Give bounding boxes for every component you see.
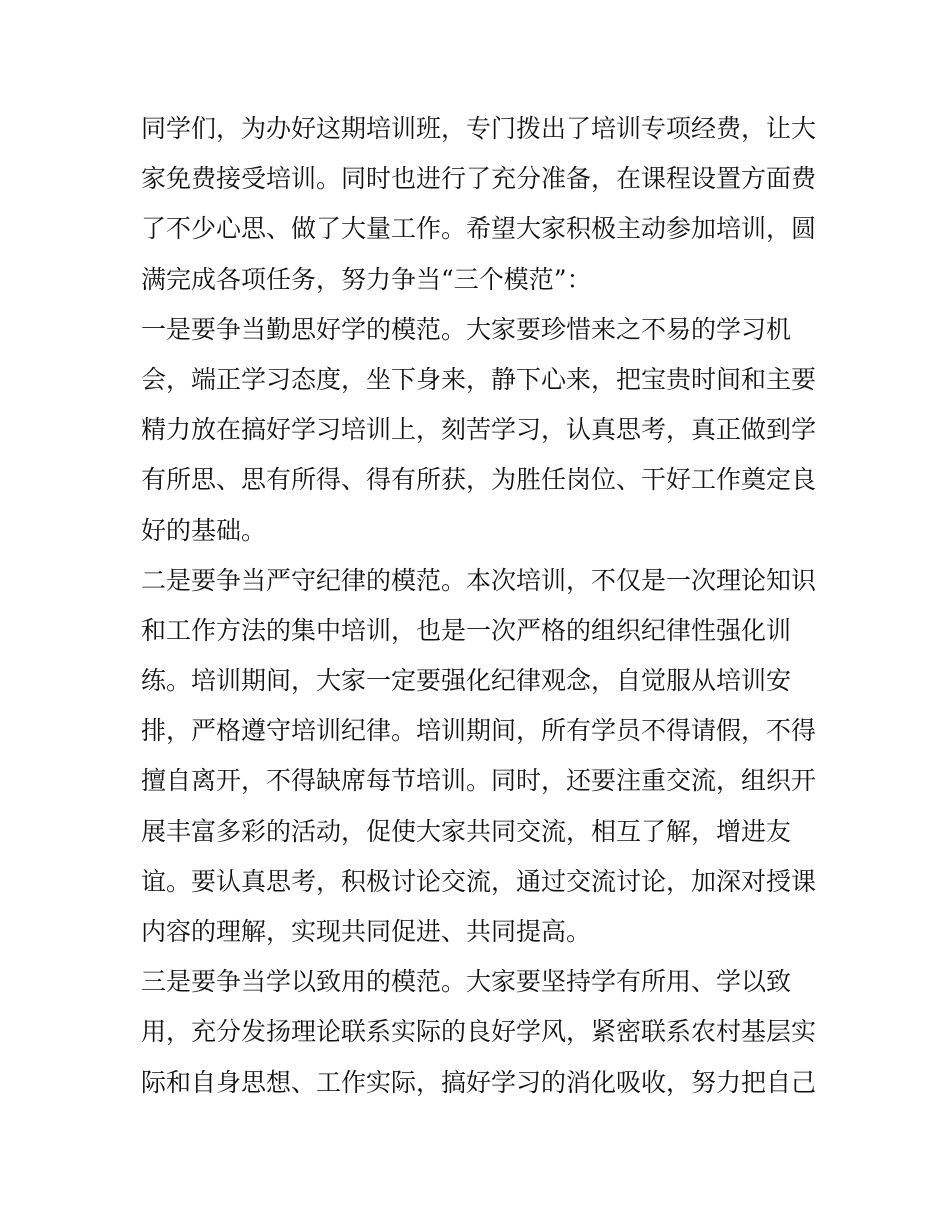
text-line: 谊。要认真思考，积极讨论交流，通过交流讨论，加深对授课 bbox=[141, 866, 817, 896]
paragraph-model-two bbox=[141, 556, 816, 958]
paragraph-model-one bbox=[141, 305, 816, 556]
text-line: 会，端正学习态度，坐下身来，静下心来，把宝贵时间和主要 bbox=[141, 364, 817, 394]
text-line: 排，严格遵守培训纪律。培训期间，所有学员不得请假，不得 bbox=[141, 716, 817, 746]
text-line: 同学们，为办好这期培训班，专门拨出了培训专项经费，让大 bbox=[141, 114, 817, 143]
text-line: 练。培训期间，大家一定要强化纪律观念，自觉服从培训安 bbox=[141, 666, 792, 696]
text-line: 满完成各项任务，努力争当“三个模范”： bbox=[141, 264, 592, 294]
paragraph-model-three bbox=[141, 957, 816, 1108]
document-body bbox=[141, 104, 816, 1108]
text-line: 二是要争当严守纪律的模范。本次培训，不仅是一次理论知识 bbox=[141, 565, 817, 595]
text-line: 有所思、思有所得、得有所获，为胜任岗位、干好工作奠定良 bbox=[141, 465, 817, 495]
text-line: 了不少心思、做了大量工作。希望大家积极主动参加培训，圆 bbox=[141, 214, 817, 244]
text-line: 好的基础。 bbox=[141, 515, 267, 545]
text-line: 家免费接受培训。同时也进行了充分准备，在课程设置方面费 bbox=[141, 164, 817, 194]
text-line: 用，充分发扬理论联系实际的良好学风，紧密联系农村基层实 bbox=[141, 1017, 817, 1047]
text-line: 和工作方法的集中培训，也是一次严格的组织纪律性强化训 bbox=[141, 615, 792, 645]
text-line: 内容的理解，实现共同促进、共同提高。 bbox=[141, 917, 592, 946]
text-line: 擅自离开，不得缺席每节培训。同时，还要注重交流，组织开 bbox=[141, 766, 817, 796]
text-line: 精力放在搞好学习培训上，刻苦学习，认真思考，真正做到学 bbox=[141, 415, 817, 445]
text-line: 一是要争当勤思好学的模范。大家要珍惜来之不易的学习机 bbox=[141, 314, 792, 344]
text-line: 三是要争当学以致用的模范。大家要坚持学有所用、学以致 bbox=[141, 967, 792, 997]
text-line: 际和自身思想、工作实际，搞好学习的消化吸收，努力把自己 bbox=[141, 1067, 817, 1097]
paragraph-intro bbox=[141, 104, 816, 305]
text-line: 展丰富多彩的活动，促使大家共同交流，相互了解，增进友 bbox=[141, 816, 792, 846]
